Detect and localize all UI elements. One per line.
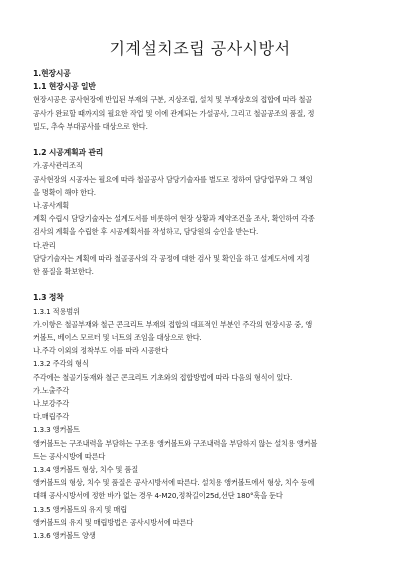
body-line: 1.3.6 앵커볼트 양생 <box>33 531 96 540</box>
body-line: 가.노출주각 <box>33 385 70 395</box>
body-line: 다.매립주각 <box>33 412 70 422</box>
body-line: 현장시공은 공사현장에 반입된 부재의 구분, 지상조립, 설치 및 부재상호의 접합에 따라 철골 <box>33 95 313 105</box>
body-line: 다.관리 <box>33 240 56 250</box>
body-line: 담당기술자는 계획에 따라 철골공사의 각 공정에 대한 검사 및 확인을 하고 설계도서에 지정 <box>33 253 310 263</box>
body-line: 가.공사관리조직 <box>33 161 83 171</box>
body-line: 한 품질을 확보한다. <box>33 267 94 276</box>
body-line: 나.주각 이외의 정착부도 이를 따라 시공한다 <box>33 346 169 356</box>
body-line: 공사가 완료할 때까지의 필요한 작업 및 이에 관계되는 가설공사, 그리고 철골공조의 품질, 정 <box>33 108 315 118</box>
body-line: 1.3.3 앵커볼트 <box>33 425 80 435</box>
body-line <box>33 134 367 146</box>
body-line: 1.1 현장시공 일반 <box>33 82 96 92</box>
document-title: 기계설치조립 공사시방서 <box>109 39 291 58</box>
body-line: 1.3.1 적용범위 <box>33 306 80 316</box>
body-line: 공사현장의 시공자는 필요에 따라 철골공사 담당기술자를 별도로 정하여 담당업무와 그 책임 <box>33 174 313 184</box>
body-line: 앵커볼트의 형상, 치수 및 품질은 공사시방서에 따른다. 설치용 앵커볼트에서 형상, 치수 등에 <box>33 478 315 488</box>
body-line: 나.보강주각 <box>33 399 70 408</box>
body-line: 1.현장시공 <box>33 69 71 78</box>
body-line: 트는 공사시방에 따른다 <box>33 451 106 461</box>
body-line: 1.3.2 주각의 형식 <box>33 359 89 369</box>
body-line: 1.2 시공계획과 관리 <box>33 148 104 158</box>
body-line: 1.3 정착 <box>33 293 64 303</box>
body-line: 앵커볼트는 구조내력을 부담하는 구조용 앵커볼트와 구조내력을 부담하지 않는 설치용 앵커볼 <box>33 438 318 448</box>
body-line <box>33 279 367 291</box>
body-line: 나.공사계획 <box>33 201 70 210</box>
body-line: 가.이항은 철골부재와 철근 콘크리트 부재의 접합의 대표적인 부분인 주각의 현장시공 중, 앵 <box>33 319 313 329</box>
body-line: 1.3.4 앵커볼트 형상, 치수 및 품질 <box>33 465 139 474</box>
body-line: 밀도, 추숙 부대공사를 대상으로 한다. <box>33 121 148 131</box>
body-line: 검사의 계획을 수립한 후 시공계획서를 작성하고, 담당원의 승인을 받는다. <box>33 227 259 237</box>
body-line: 앵커볼트의 유지 및 매립방법은 공사시방서에 따른다 <box>33 517 194 527</box>
body-line: 주각에는 철골기둥재와 철근 콘크리트 기초와의 접합방법에 따라 다음의 형식이 있다. <box>33 372 293 382</box>
body-line: 계획 수립시 담당기술자는 설계도서를 비롯하여 현장 상황과 제약조건을 조사, 확인하여 각종 <box>33 214 315 224</box>
body-line: 1.3.5 앵커볼트의 유지 및 매립 <box>33 504 128 514</box>
body-line: 을 명확이 해야 한다. <box>33 187 96 197</box>
body-line: 대해 공사시방서에 정한 바가 없는 경우 4-M20,정착길이25d,선단 180°훅을 둔다 <box>33 491 283 501</box>
body-line: 커볼트, 베이스 모르터 및 너트의 조임을 대상으로 한다. <box>33 333 202 342</box>
